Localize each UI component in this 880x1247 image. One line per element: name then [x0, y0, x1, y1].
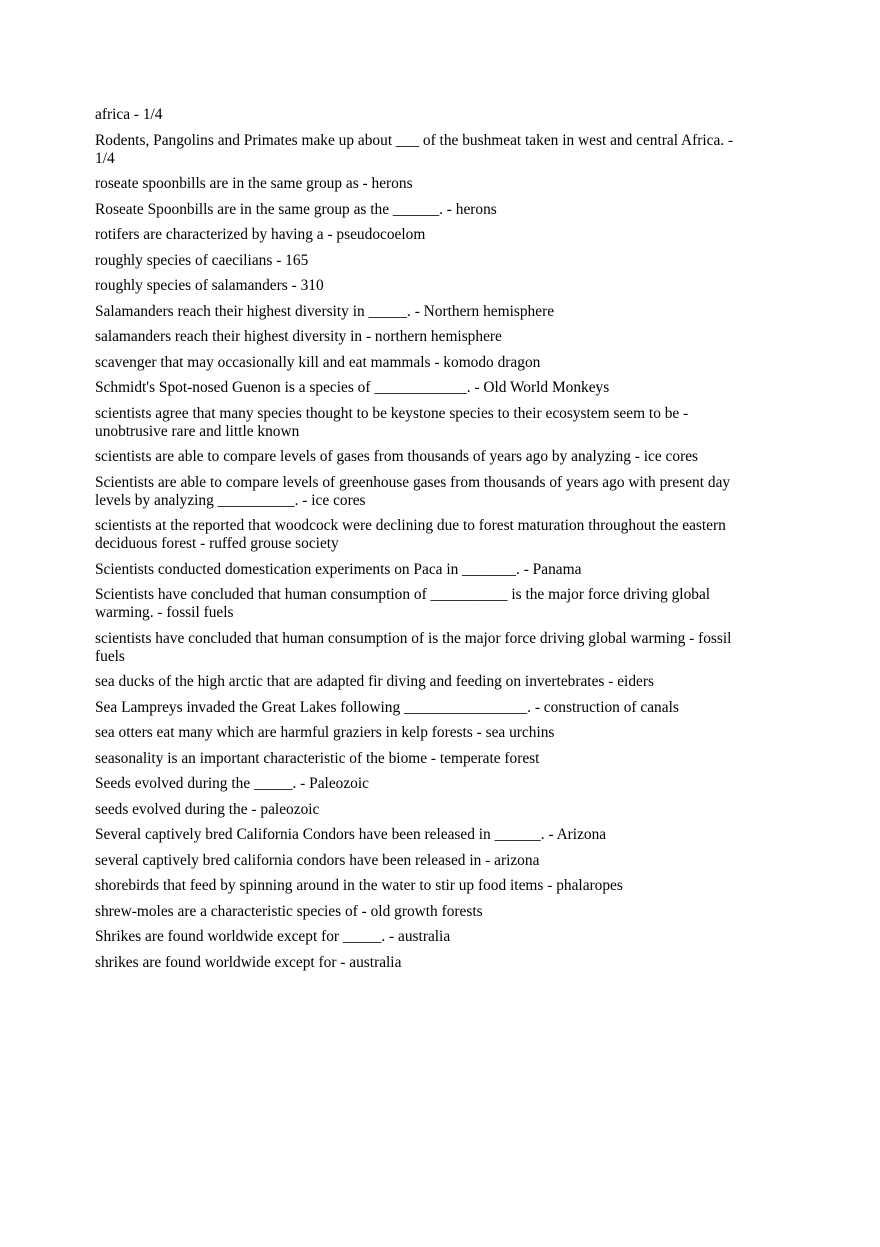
flashcard-entry: scavenger that may occasionally kill and eat mammals - komodo dragon [95, 353, 541, 371]
flashcard-entry: scientists at the reported that woodcock were declining due to forest maturation throughout the eastern deciduous forest - ruffed grouse society [95, 517, 726, 552]
flashcard-entry: Seeds evolved during the _____. - Paleozoic [95, 775, 369, 792]
flashcard-entry: scientists have concluded that human consumption of is the major force driving global warming - fossil fuels [95, 629, 732, 665]
flashcard-entry: seeds evolved during the - paleozoic [95, 800, 320, 818]
flashcard-entry: shrikes are found worldwide except for - australia [95, 953, 402, 971]
flashcard-entry: Rodents, Pangolins and Primates make up about ___ of the bushmeat taken in west and central Africa. - 1/4 [95, 131, 734, 167]
flashcard-entry: Scientists are able to compare levels of greenhouse gases from thousands of years ago with present day levels by analyzing __________. - ice cores [95, 473, 731, 509]
flashcard-entry: sea otters eat many which are harmful graziers in kelp forests - sea urchins [95, 724, 555, 741]
flashcard-entry: Several captively bred California Condors have been released in ______. - Arizona [95, 826, 607, 843]
flashcard-entry: scientists agree that many species thought to be keystone species to their ecosystem seem to be - unobtrusive rare and little known [95, 404, 689, 440]
flashcard-entry: Scientists have concluded that human consumption of __________ is the major force driving global warming. - fossil fuels [95, 586, 711, 621]
flashcard-entry: Sea Lampreys invaded the Great Lakes following ________________. - construction of canals [95, 698, 679, 716]
flashcard-entry: Scientists conducted domestication experiments on Paca in _______. - Panama [95, 560, 582, 578]
flashcard-entry: salamanders reach their highest diversity in - northern hemisphere [95, 328, 502, 345]
flashcard-entry: scientists are able to compare levels of gases from thousands of years ago by analyzing - ice cores [95, 448, 699, 465]
flashcard-entry: roughly species of salamanders - 310 [95, 277, 324, 294]
flashcard-entry: roughly species of caecilians - 165 [95, 251, 309, 269]
flashcard-entry: Roseate Spoonbills are in the same group as the ______. - herons [95, 200, 497, 218]
flashcard-entry: Schmidt's Spot-nosed Guenon is a species of ____________. - Old World Monkeys [95, 379, 610, 396]
flashcard-entry: seasonality is an important characteristic of the biome - temperate forest [95, 749, 540, 767]
flashcard-entry: rotifers are characterized by having a - pseudocoelom [95, 226, 426, 243]
flashcard-entry: Salamanders reach their highest diversity in _____. - Northern hemisphere [95, 302, 555, 320]
flashcard-entry: Shrikes are found worldwide except for _____. - australia [95, 928, 451, 945]
flashcard-entry: roseate spoonbills are in the same group as - herons [95, 175, 413, 192]
flashcard-entry: africa - 1/4 [95, 106, 163, 123]
flashcard-entry: sea ducks of the high arctic that are adapted fir diving and feeding on invertebrates - eiders [95, 673, 654, 690]
flashcard-entry: several captively bred california condors have been released in - arizona [95, 851, 540, 869]
flashcard-entry: shrew-moles are a characteristic species of - old growth forests [95, 902, 483, 920]
flashcard-entry: shorebirds that feed by spinning around in the water to stir up food items - phalaropes [95, 877, 623, 894]
document-page [95, 106, 745, 979]
